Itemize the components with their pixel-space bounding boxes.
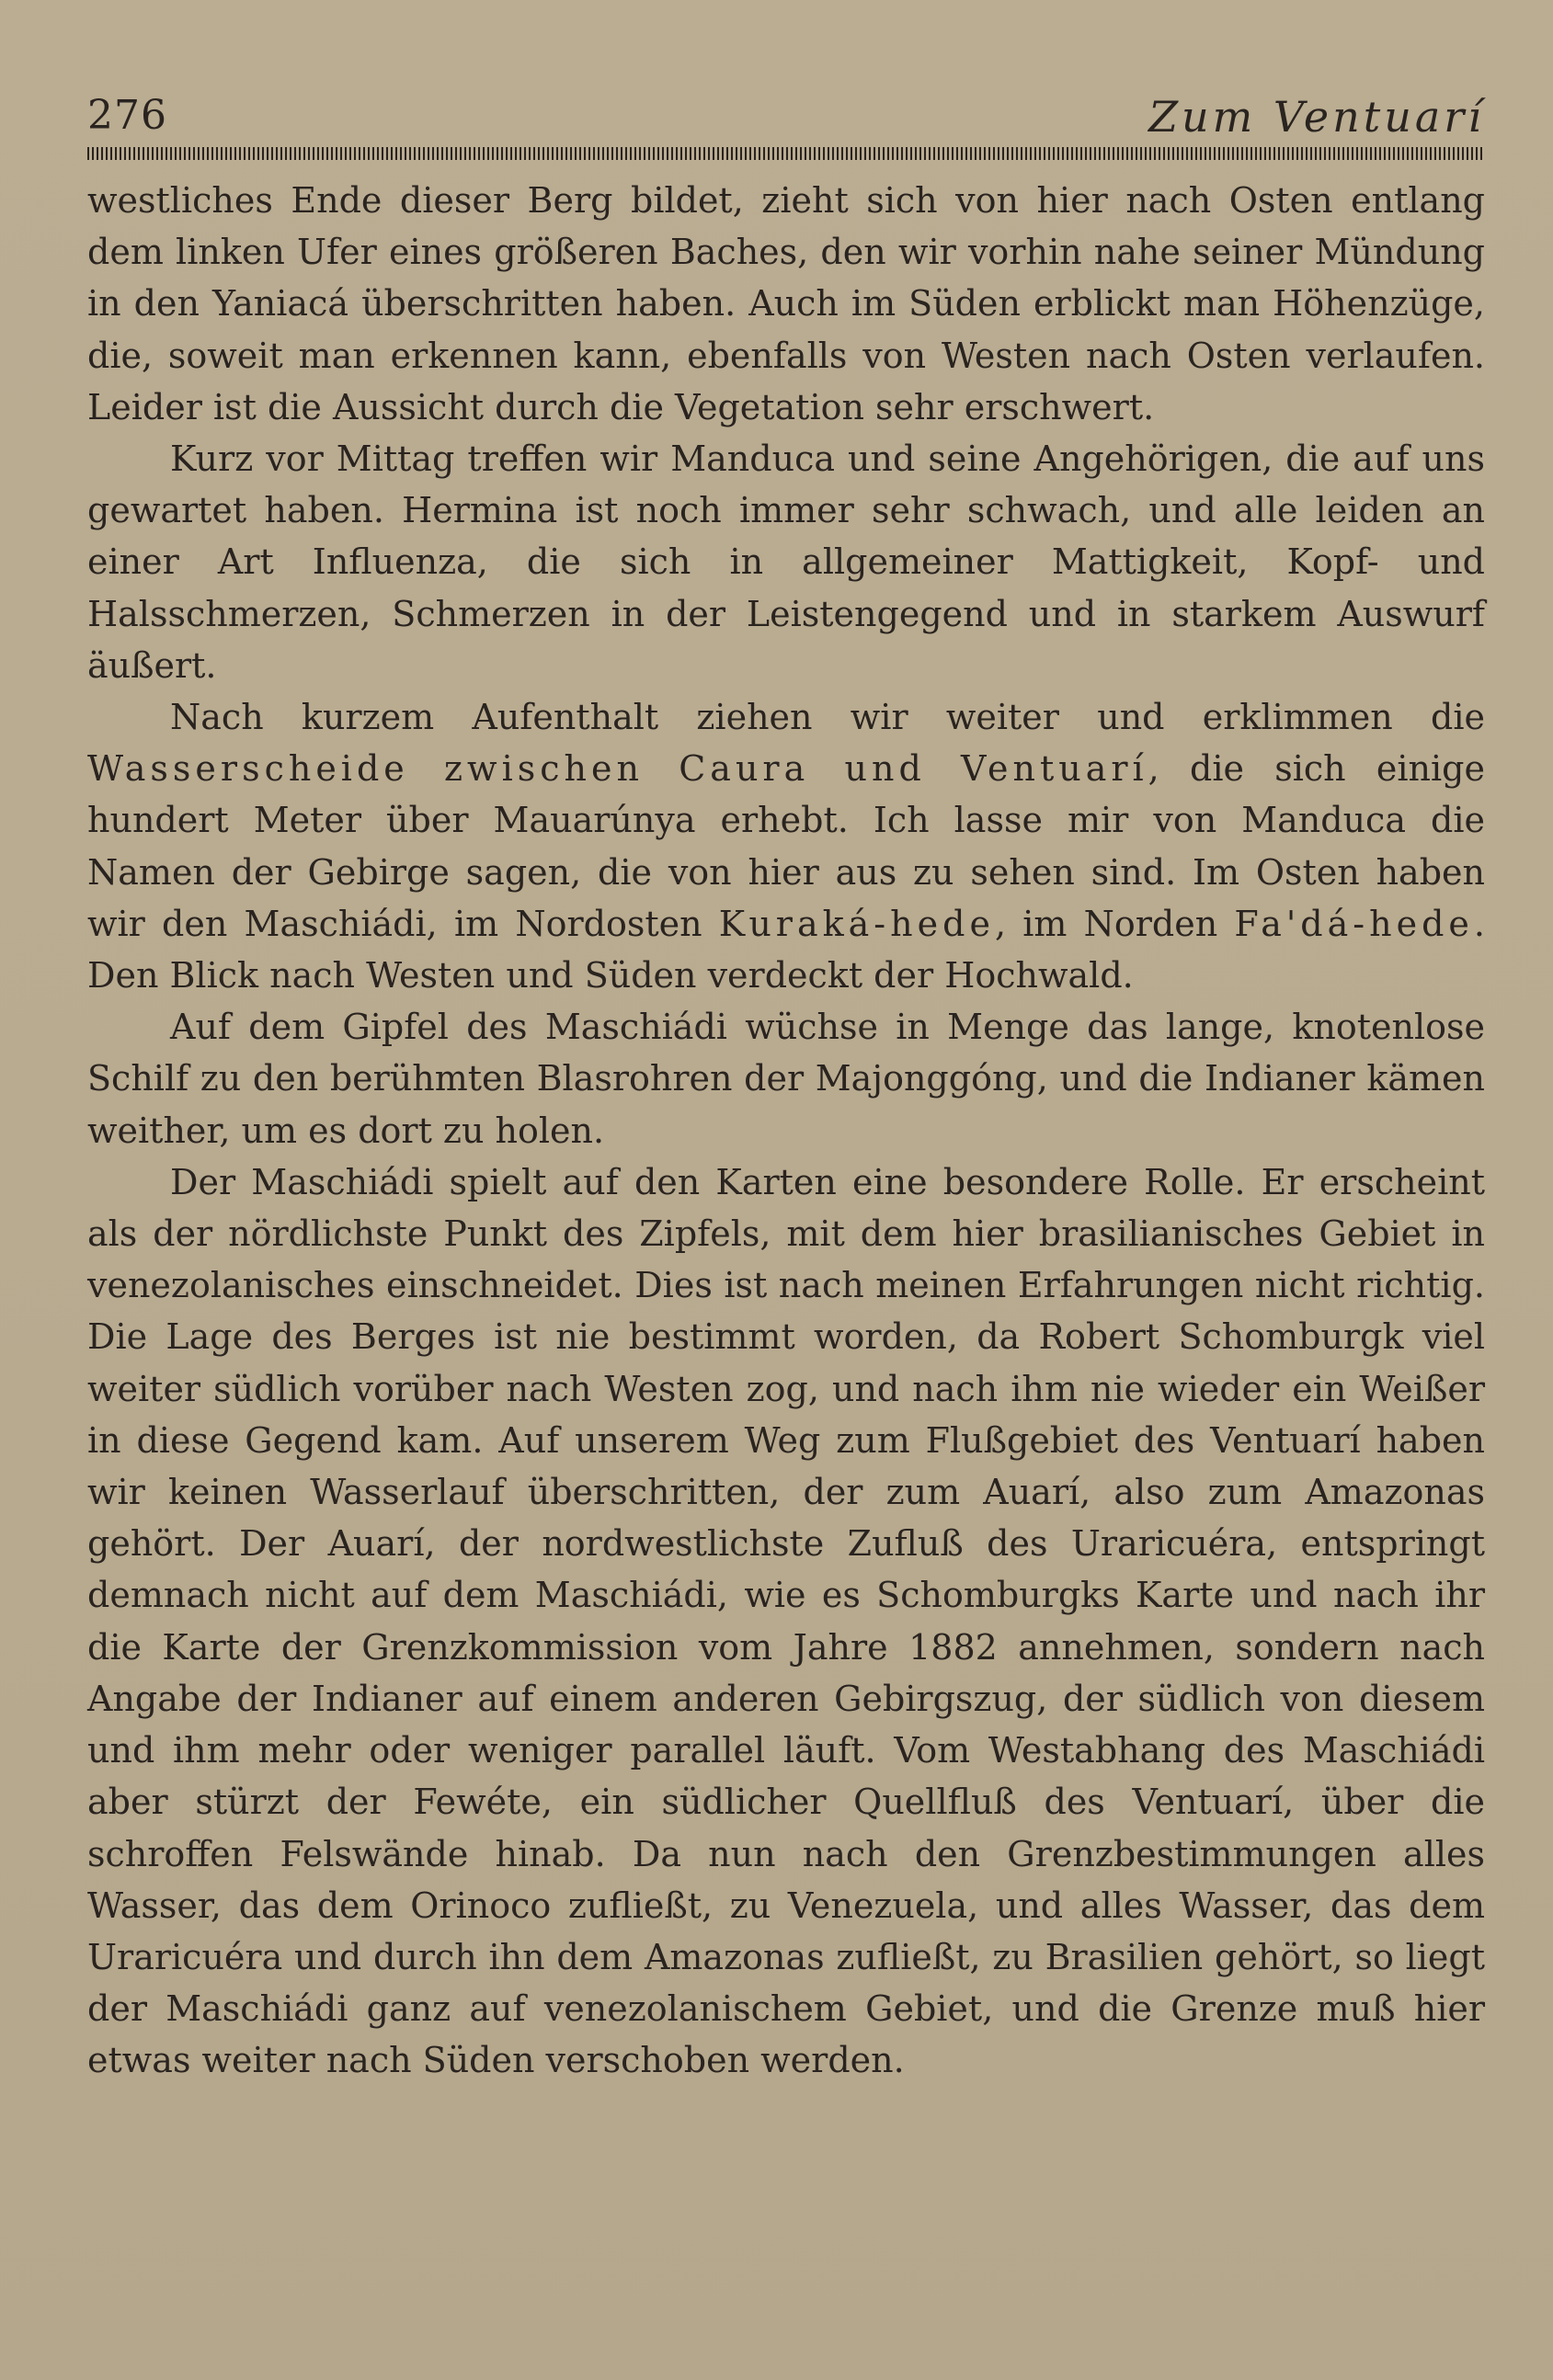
paragraph-text: , im Norden [994, 903, 1235, 944]
spaced-emphasis: Fa'dá-hede [1234, 903, 1474, 944]
page-number: 276 [87, 92, 167, 139]
page-header [87, 92, 1485, 147]
spaced-emphasis: Kuraká-hede [718, 903, 995, 944]
paragraph-text: . Den Blick nach Westen und Süden verdeckt der Hochwald. [87, 903, 1485, 996]
header-rule [87, 147, 1485, 160]
body-text [87, 175, 1485, 2087]
paragraph: Kurz vor Mittag treffen wir Manduca und seine Angehörigen, die auf uns gewartet haben. Hermina ist noch immer sehr schwach, und alle leiden an einer Art Influenza, die sich in allgemeiner Mattigkeit, Kopf- und Halsschmerzen, Schmerzen in der Leistengegend und in starkem Auswurf äußert. [87, 438, 1485, 686]
paragraph-text: , die sich einige hundert Meter über Mauarúnya erhebt. Ich lasse mir von Manduca die Namen der Gebirge sagen, die von hier aus zu sehen sind. Im Osten haben wir den Maschiádi, im Nordosten [87, 748, 1485, 944]
paragraph: Der Maschiádi spielt auf den Karten eine besondere Rolle. Er erscheint als der nördlichste Punkt des Zipfels, mit dem hier brasilianisches Gebiet in venezolanisches einschneidet. Dies ist nach meinen Erfahrungen nicht richtig. Die Lage des Berges ist nie bestimmt worden, da Robert Schomburgk viel weiter südlich vorüber nach Westen zog, und nach ihm nie wieder ein Weißer in diese Gegend kam. Auf unserem Weg zum Flußgebiet des Ventuarí haben wir keinen Wasserlauf überschritten, der zum Auarí, also zum Amazonas gehört. Der Auarí, der nordwestlichste Zufluß des Uraricuéra, entspringt demnach nicht auf dem Maschiádi, wie es Schomburgks Karte und nach ihr die Karte der Grenzkommission vom Jahre 1882 annehmen, sondern nach Angabe der Indianer auf einem anderen Gebirgszug, der südlich von diesem und ihm mehr oder weniger parallel läuft. Vom Westabhang des Maschiádi aber stürzt der Fewéte, ein südlicher Quellfluß des Ventuarí, über die schroffen Felswände hinab. Da nun nach den Grenzbestimmungen alles Wasser, das dem Orinoco zufließt, zu Venezuela, und alles Wasser, das dem Uraricuéra und durch ihn dem Amazonas zufließt, zu Brasilien gehört, so liegt der Maschiádi ganz auf venezolanischem Gebiet, und die Grenze muß hier etwas weiter nach Süden verschoben werden. [87, 1161, 1485, 2081]
running-title: Zum Ventuarí [1148, 92, 1485, 142]
paragraph: westliches Ende dieser Berg bildet, zieht sich von hier nach Osten entlang dem linken Ufer eines größeren Baches, den wir vorhin nahe seiner Mündung in den Yaniacá überschritten haben. Auch im Süden erblickt man Höhenzüge, die, soweit man erkennen kann, ebenfalls von Westen nach Osten verlaufen. Leider ist die Aussicht durch die Vegetation sehr erschwert. [87, 180, 1485, 427]
spaced-emphasis: Wasserscheide zwischen Caura und Ventuarí [87, 748, 1148, 790]
paragraph [87, 691, 1485, 1001]
paragraph: Auf dem Gipfel des Maschiádi wüchse in Menge das lange, knotenlose Schilf zu den berühmten Blasrohren der Majonggóng, und die Indianer kämen weither, um es dort zu holen. [87, 1007, 1485, 1151]
paragraph-text: Nach kurzem Aufenthalt ziehen wir weiter und erklimmen die [170, 697, 1485, 738]
